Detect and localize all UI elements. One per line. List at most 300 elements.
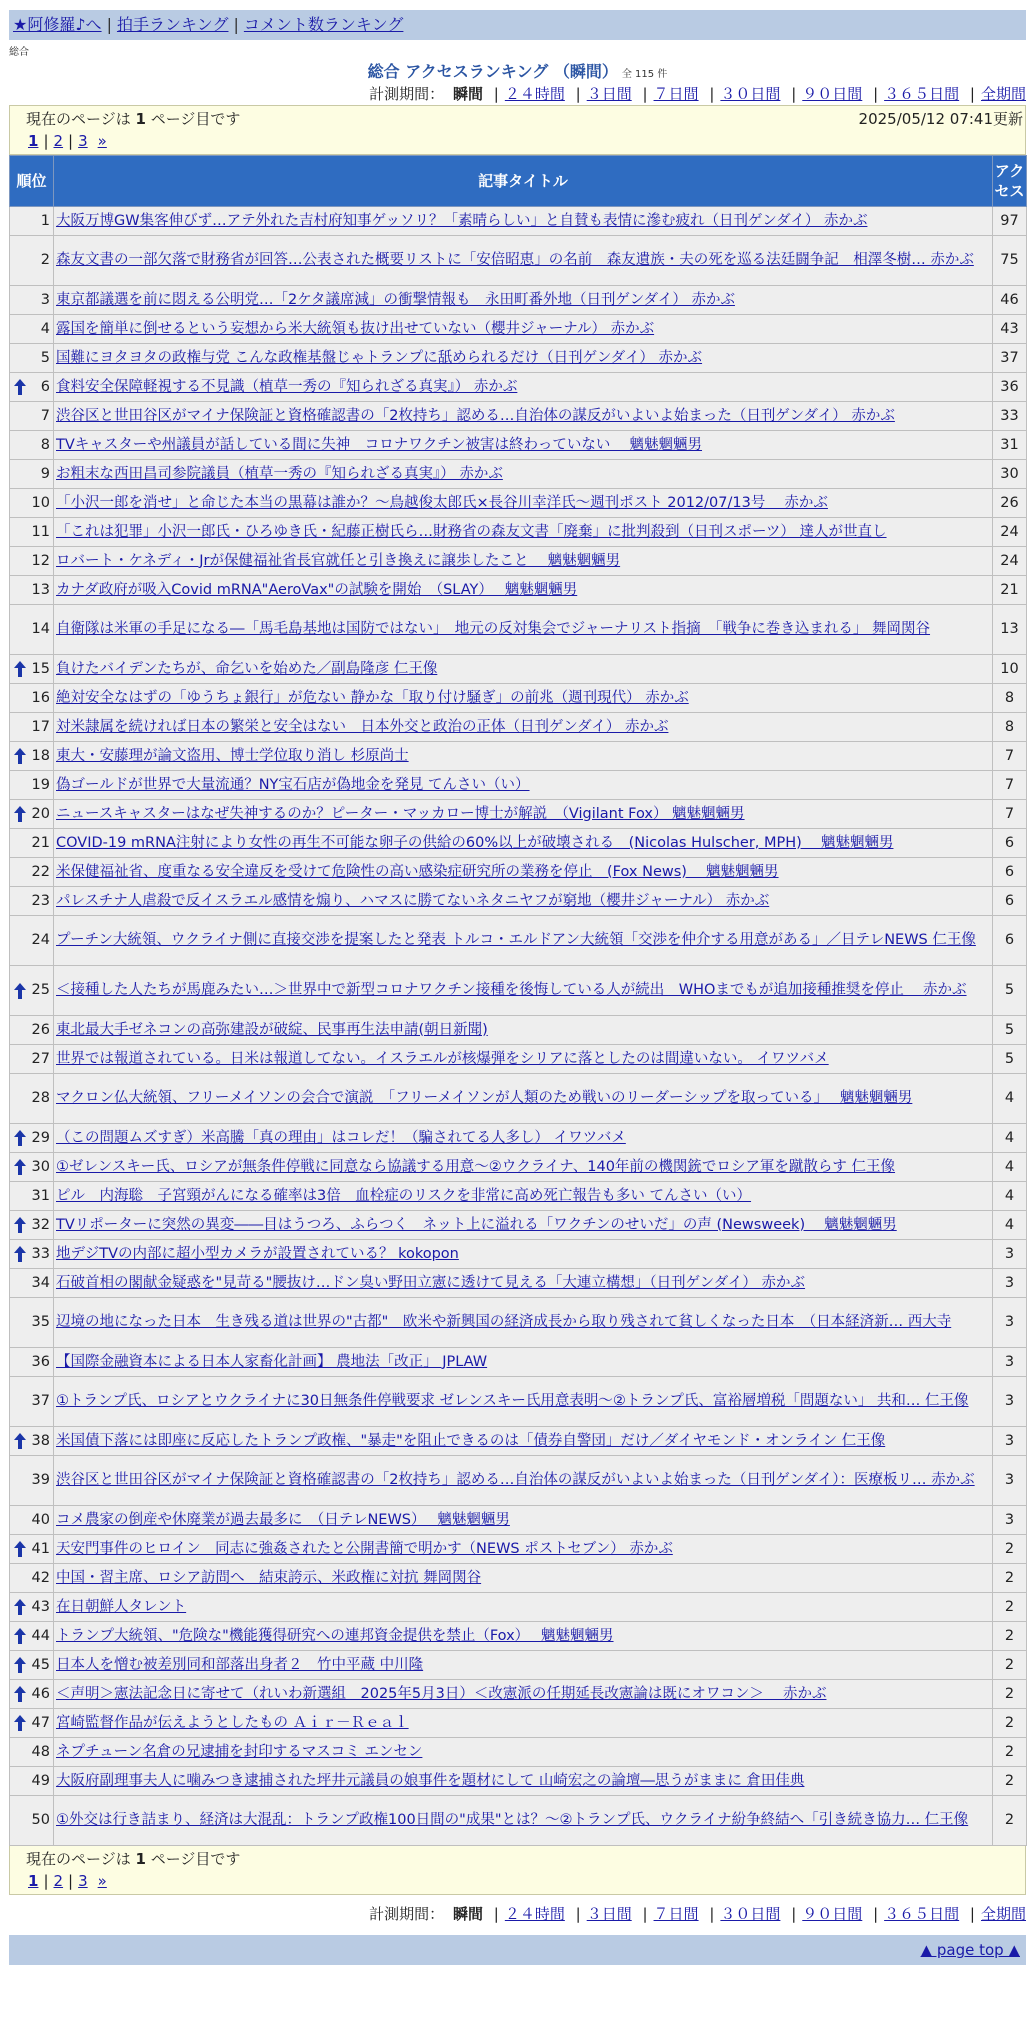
- article-link[interactable]: 渋谷区と世田谷区がマイナ保険証と資格確認書の「2枚持ち」認める…自治体の謀反がいよいよ始まった（日刊ゲンダイ）：医療板リ… 赤かぶ: [56, 1472, 975, 1488]
- table-row: [10, 1796, 1027, 1846]
- page-top-link[interactable]: ▲ page top ▲: [920, 1941, 1020, 1959]
- rank-number: 13: [31, 581, 50, 598]
- access-count: 75: [993, 236, 1027, 286]
- rank-cell: [10, 800, 54, 829]
- nav-link-asyura[interactable]: ★阿修羅♪へ: [13, 15, 102, 34]
- article-link[interactable]: お粗末な西田昌司参院議員（植草一秀の『知られざる真実』） 赤かぶ: [56, 465, 503, 482]
- period-link-all[interactable]: 全期間: [980, 1905, 1026, 1923]
- access-count: 10: [993, 655, 1027, 684]
- rank-number: 7: [40, 407, 50, 424]
- title-cell: [54, 1796, 993, 1846]
- access-count: 46: [993, 286, 1027, 315]
- title-cell: [54, 460, 993, 489]
- title-cell: [54, 713, 993, 742]
- table-row: [10, 402, 1027, 431]
- rank-cell: [10, 1074, 54, 1124]
- rank-number: 17: [31, 718, 50, 735]
- access-count: 4: [993, 1211, 1027, 1240]
- table-row: [10, 1124, 1027, 1153]
- title-cell: [54, 1709, 993, 1738]
- article-link[interactable]: 国難にヨタヨタの政権与党 こんな政権基盤じゃトランプに舐められるだけ（日刊ゲンダイ） 赤かぶ: [56, 349, 703, 366]
- table-row: [10, 1153, 1027, 1182]
- title-cell: [54, 800, 993, 829]
- rank-cell: [10, 966, 54, 1016]
- article-link[interactable]: 大阪万博GW集客伸びず…アテ外れた吉村府知事ゲッソリ？「素晴らしい」と自賛も表情に滲む疲れ（日刊ゲンダイ） 赤かぶ: [56, 212, 868, 229]
- access-count: 3: [993, 1269, 1027, 1298]
- access-count: 6: [993, 887, 1027, 916]
- arrow-up-icon: [13, 1216, 27, 1234]
- rank-number: 37: [31, 1393, 50, 1409]
- title-cell: [54, 1074, 993, 1124]
- article-link[interactable]: カナダ政府が吸入Covid mRNA"AeroVax"の試験を開始 （SLAY） 魑魅魍魎男: [56, 581, 578, 598]
- article-link[interactable]: ニュースキャスターはなぜ失神するのか？ピーター・マッカロー博士が解説 （Vigilant Fox） 魑魅魍魎男: [56, 805, 745, 822]
- table-row: [10, 1767, 1027, 1796]
- access-count: 3: [993, 1456, 1027, 1506]
- rank-number: 24: [31, 932, 50, 948]
- title-cell: [54, 684, 993, 713]
- title-cell: [54, 315, 993, 344]
- access-count: 2: [993, 1796, 1027, 1846]
- rank-number: 36: [31, 1353, 50, 1370]
- article-link[interactable]: ＜接種した人たちが馬鹿みたい…＞世界中で新型コロナワクチン接種を後悔している人が続出 WHOまでもが追加接種推奨を停止 赤かぶ: [56, 982, 967, 998]
- arrow-up-icon: [13, 1685, 27, 1703]
- access-count: 37: [993, 344, 1027, 373]
- nav-link-comment-ranking[interactable]: コメント数ランキング: [243, 15, 404, 34]
- rank-cell: [10, 1767, 54, 1796]
- article-link[interactable]: 東北最大手ゼネコンの高弥建設が破綻、民事再生法申請(朝日新聞): [56, 1021, 488, 1038]
- title-cell: [54, 1211, 993, 1240]
- article-link[interactable]: トランプ大統領、"危険な"機能獲得研究への連邦資金提供を禁止（Fox） 魑魅魍魎男: [56, 1627, 614, 1644]
- title-cell: [54, 489, 993, 518]
- article-link[interactable]: （この問題ムズすぎ）米高騰「真の理由」はコレだ！（騙されてる人多し） イワツバメ: [56, 1129, 626, 1146]
- article-link[interactable]: 「小沢一郎を消せ」と命じた本当の黒幕は誰か？～鳥越俊太郎氏×長谷川幸洋氏～週刊ポスト 2012/07/13号 赤かぶ: [56, 494, 828, 511]
- access-count: 2: [993, 1767, 1027, 1796]
- rank-number: 41: [31, 1540, 50, 1557]
- rank-number: 15: [31, 660, 50, 677]
- article-link[interactable]: プーチン大統領、ウクライナ側に直接交渉を提案したと発表 トルコ・エルドアン大統領「交渉を仲介する用意がある」／日テレNEWS 仁王像: [56, 932, 976, 948]
- table-row: [10, 286, 1027, 315]
- access-count: 13: [993, 605, 1027, 655]
- rank-number: 50: [31, 1812, 50, 1828]
- title-cell: [54, 1427, 993, 1456]
- period-link-24h[interactable]: ２４時間: [504, 85, 565, 103]
- article-link[interactable]: 東京都議選を前に悶える公明党…「2ケタ議席減」の衝撃情報も 永田町番外地（日刊ゲンダイ） 赤かぶ: [56, 291, 735, 308]
- page-link-2[interactable]: 2: [53, 132, 64, 150]
- rank-cell: [10, 1506, 54, 1535]
- table-row: [10, 605, 1027, 655]
- arrow-up-icon: [13, 1432, 27, 1450]
- arrow-up-icon: [13, 1245, 27, 1263]
- rank-cell: [10, 771, 54, 800]
- title-cell: [54, 1045, 993, 1074]
- article-link[interactable]: ピル 内海聡 子宮頸がんになる確率は3倍 血栓症のリスクを非常に高め死亡報告も多い てんさい（い）: [56, 1187, 752, 1204]
- genre-label: 総合: [9, 47, 29, 58]
- rank-number: 23: [31, 892, 50, 909]
- table-row: [10, 547, 1027, 576]
- title-cell: [54, 402, 993, 431]
- access-count: 2: [993, 1738, 1027, 1767]
- rank-number: 1: [40, 212, 50, 229]
- article-link[interactable]: 辺境の地になった日本 生き残る道は世界の"古都" 欧米や新興国の経済成長から取り残されて貧しくなった日本 （日本経済新… 西大寺: [56, 1314, 952, 1330]
- rank-number: 35: [31, 1314, 50, 1330]
- rank-number: 32: [31, 1216, 50, 1233]
- rank-cell: [10, 1298, 54, 1348]
- access-count: 3: [993, 1427, 1027, 1456]
- table-row: [10, 431, 1027, 460]
- rank-cell: [10, 1709, 54, 1738]
- title-cell: [54, 1377, 993, 1427]
- title-cell: [54, 1269, 993, 1298]
- title-cell: [54, 1593, 993, 1622]
- page-number: 1: [135, 1850, 146, 1868]
- page-next-link[interactable]: »: [97, 132, 107, 150]
- table-row: [10, 1651, 1027, 1680]
- rank-cell: [10, 1651, 54, 1680]
- rank-number: 16: [31, 689, 50, 706]
- article-link[interactable]: 石破首相の閣献金疑惑を"見苛る"腰抜け…ドン臭い野田立憲に透けて見える「大連立構想」（日刊ゲンダイ） 赤かぶ: [56, 1274, 806, 1291]
- article-link[interactable]: 渋谷区と世田谷区がマイナ保険証と資格確認書の「2枚持ち」認める…自治体の謀反がいよいよ始まった（日刊ゲンダイ） 赤かぶ: [56, 407, 895, 424]
- article-link[interactable]: ①トランプ氏、ロシアとウクライナに30日無条件停戦要求 ゼレンスキー氏用意表明～②トランプ氏、富裕層増税「問題ない」 共和… 仁王像: [56, 1393, 969, 1409]
- access-count: 7: [993, 742, 1027, 771]
- rank-cell: [10, 489, 54, 518]
- page-text-post: ページ目です: [150, 1850, 241, 1868]
- period-current: 瞬間: [452, 1905, 483, 1923]
- rank-cell: [10, 236, 54, 286]
- access-count: 2: [993, 1709, 1027, 1738]
- page-text-pre: 現在のページは: [26, 1850, 131, 1868]
- title-cell: [54, 1456, 993, 1506]
- period-link-90d[interactable]: ９０日間: [802, 85, 863, 103]
- updated-time: 2025/05/12 07:41更新: [858, 110, 1023, 128]
- rank-cell: [10, 1377, 54, 1427]
- page-link-2[interactable]: 2: [53, 1872, 64, 1890]
- nav-separator: |: [106, 15, 112, 34]
- article-link[interactable]: TVリポーターに突然の異変――目はうつろ、ふらつく ネット上に溢れる「ワクチンのせいだ」の声 (Newsweek) 魑魅魍魎男: [56, 1216, 897, 1233]
- title-cell: [54, 1622, 993, 1651]
- page-link-1[interactable]: 1: [28, 1872, 39, 1890]
- access-count: 97: [993, 207, 1027, 236]
- table-row: [10, 1427, 1027, 1456]
- rank-cell: [10, 1016, 54, 1045]
- period-selector: 計測期間： 瞬間 | ２４時間 | ３日間 | ７日間 | ３０日間 | ９０日間 | ３６５日間 | 全期間: [369, 85, 1026, 103]
- table-row: [10, 858, 1027, 887]
- total-count: 全 115 件: [621, 69, 668, 80]
- article-link[interactable]: ①ゼレンスキー氏、ロシアが無条件停戦に同意なら協議する用意～②ウクライナ、140年前の機関銃でロシア軍を蹴散らす 仁王像: [56, 1158, 896, 1175]
- rank-cell: [10, 1211, 54, 1240]
- col-title-header: 記事タイトル: [54, 156, 993, 207]
- period-link-30d[interactable]: ３０日間: [720, 1905, 781, 1923]
- rank-cell: [10, 1796, 54, 1846]
- article-link[interactable]: 天安門事件のヒロイン 同志に強姦されたと公開書簡で明かす（NEWS ポストセブン） 赤かぶ: [56, 1540, 673, 1557]
- access-count: 5: [993, 1016, 1027, 1045]
- article-link[interactable]: 偽ゴールドが世界で大量流通？NY宝石店が偽地金を発見 てんさい（い）: [56, 776, 530, 793]
- rank-number: 2: [40, 252, 50, 268]
- table-row: [10, 344, 1027, 373]
- table-row: [10, 1564, 1027, 1593]
- article-link[interactable]: TVキャスターや州議員が話している間に失神 コロナワクチン被害は終わっていない 魑魅魍魎男: [56, 436, 703, 453]
- rank-number: 29: [31, 1129, 50, 1146]
- table-row: [10, 1045, 1027, 1074]
- article-link[interactable]: 米保健福祉省、度重なる安全違反を受けて危険性の高い感染症研究所の業務を停止 (Fox News) 魑魅魍魎男: [56, 863, 779, 880]
- rank-number: 20: [31, 805, 50, 822]
- access-count: 4: [993, 1153, 1027, 1182]
- access-count: 4: [993, 1074, 1027, 1124]
- access-count: 36: [993, 373, 1027, 402]
- rank-cell: [10, 1182, 54, 1211]
- access-count: 2: [993, 1593, 1027, 1622]
- table-row: [10, 1506, 1027, 1535]
- title-cell: [54, 1348, 993, 1377]
- article-link[interactable]: 露国を簡単に倒せるという妄想から米大統領も抜け出せていない（櫻井ジャーナル） 赤かぶ: [56, 320, 655, 337]
- rank-number: 22: [31, 863, 50, 880]
- rank-number: 45: [31, 1656, 50, 1673]
- col-rank-header: 順位: [10, 156, 54, 207]
- table-row: [10, 916, 1027, 966]
- page-link-3[interactable]: 3: [78, 132, 88, 150]
- title-cell: [54, 966, 993, 1016]
- access-count: 8: [993, 684, 1027, 713]
- article-link[interactable]: COVID-19 mRNA注射により女性の再生不可能な卵子の供給の60%以上が破壊される (Nicolas Hulscher, MPH) 魑魅魍魎男: [56, 834, 894, 851]
- access-count: 2: [993, 1535, 1027, 1564]
- access-count: 2: [993, 1564, 1027, 1593]
- access-count: 30: [993, 460, 1027, 489]
- access-count: 6: [993, 829, 1027, 858]
- article-link[interactable]: 【国際金融資本による日本人家畜化計画】 農地法「改正」 JPLAW: [56, 1353, 488, 1370]
- rank-cell: [10, 887, 54, 916]
- title-cell: [54, 1738, 993, 1767]
- article-link[interactable]: ロバート・ケネディ・Jrが保健福祉省長官就任と引き換えに譲歩したこと 魑魅魍魎男: [56, 552, 621, 569]
- article-link[interactable]: コメ農家の倒産や休廃業が過去最多に （日テレNEWS） 魑魅魍魎男: [56, 1511, 510, 1528]
- rank-number: 47: [31, 1714, 50, 1731]
- article-link[interactable]: マクロン仏大統領、フリーメイソンの会合で演説 「フリーメイソンが人類のため戦いのリーダーシップを取っている」 魑魅魍魎男: [56, 1090, 913, 1106]
- period-link-30d[interactable]: ３０日間: [720, 85, 781, 103]
- table-row: [10, 1269, 1027, 1298]
- rank-cell: [10, 858, 54, 887]
- rank-number: 31: [31, 1187, 50, 1204]
- top-nav: [9, 10, 1026, 40]
- article-link[interactable]: 「これは犯罪」小沢一郎氏・ひろゆき氏・紀藤正樹氏ら…財務省の森友文書「廃棄」に批判殺到（日刊スポーツ） 達人が世直し: [56, 523, 887, 540]
- table-row: [10, 1074, 1027, 1124]
- table-row: [10, 1680, 1027, 1709]
- article-link[interactable]: 中国・習主席、ロシア訪問へ 結束誇示、米政権に対抗 舞岡関谷: [56, 1569, 482, 1586]
- rank-cell: [10, 1269, 54, 1298]
- pager-bottom: 現在のページは 1 ページ目です 1 | 2 | 3 »: [9, 1846, 1026, 1895]
- access-count: 8: [993, 713, 1027, 742]
- title-cell: [54, 1767, 993, 1796]
- title-cell: [54, 1153, 993, 1182]
- rank-number: 19: [31, 776, 50, 793]
- arrow-up-icon: [13, 805, 27, 823]
- arrow-up-icon: [13, 378, 27, 396]
- title-cell: [54, 916, 993, 966]
- rank-cell: [10, 518, 54, 547]
- rank-number: 10: [31, 494, 50, 511]
- article-link[interactable]: 世界では報道されている。日米は報道してない。イスラエルが核爆弾をシリアに落としたのは間違いない。 イワツバメ: [56, 1050, 829, 1067]
- access-count: 4: [993, 1182, 1027, 1211]
- rank-number: 27: [31, 1050, 50, 1067]
- rank-cell: [10, 1240, 54, 1269]
- page-text-pre: 現在のページは: [26, 110, 131, 128]
- period-link-365d[interactable]: ３６５日間: [884, 85, 960, 103]
- period-link-3d[interactable]: ３日間: [586, 1905, 632, 1923]
- rank-cell: [10, 344, 54, 373]
- rank-cell: [10, 1622, 54, 1651]
- title-cell: [54, 858, 993, 887]
- page-link-3[interactable]: 3: [78, 1872, 88, 1890]
- table-row: [10, 1593, 1027, 1622]
- table-row: [10, 655, 1027, 684]
- access-count: 24: [993, 547, 1027, 576]
- access-count: 2: [993, 1622, 1027, 1651]
- arrow-up-icon: [13, 1129, 27, 1147]
- rank-number: 46: [31, 1685, 50, 1702]
- page-text-post: ページ目です: [150, 110, 241, 128]
- rank-cell: [10, 1348, 54, 1377]
- rank-number: 11: [31, 523, 50, 540]
- table-row: [10, 684, 1027, 713]
- period-link-7d[interactable]: ７日間: [653, 85, 699, 103]
- rank-cell: [10, 1124, 54, 1153]
- rank-cell: [10, 655, 54, 684]
- rank-cell: [10, 1427, 54, 1456]
- title-cell: [54, 1506, 993, 1535]
- rank-number: 33: [31, 1245, 50, 1262]
- page-link-1[interactable]: 1: [28, 132, 39, 150]
- article-link[interactable]: ＜声明＞憲法記念日に寄せて（れいわ新選組 2025年5月3日）＜改憲派の任期延長改憲論は既にオワコン＞ 赤かぶ: [56, 1685, 827, 1702]
- title-cell: [54, 742, 993, 771]
- access-count: 2: [993, 1651, 1027, 1680]
- table-row: [10, 1016, 1027, 1045]
- rank-number: 43: [31, 1598, 50, 1615]
- title-cell: [54, 655, 993, 684]
- rank-cell: [10, 742, 54, 771]
- period-link-all[interactable]: 全期間: [980, 85, 1026, 103]
- article-link[interactable]: 自衛隊は米軍の手足になる―「馬毛島基地は国防ではない」 地元の反対集会でジャーナリスト指摘 「戦争に巻き込まれる」 舞岡関谷: [56, 621, 931, 637]
- title-cell: [54, 771, 993, 800]
- title-cell: [54, 547, 993, 576]
- article-link[interactable]: 日本人を憎む被差別同和部落出身者２＿竹中平蔵 中川隆: [56, 1656, 424, 1673]
- title-cell: [54, 1298, 993, 1348]
- bottom-bar: [9, 1935, 1026, 1965]
- article-link[interactable]: 地デジTVの内部に超小型カメラが設置されている？ kokopon: [56, 1245, 459, 1262]
- rank-number: 6: [40, 378, 50, 395]
- rank-cell: [10, 1680, 54, 1709]
- period-link-90d[interactable]: ９０日間: [802, 1905, 863, 1923]
- rank-number: 5: [40, 349, 50, 366]
- rank-number: 26: [31, 1021, 50, 1038]
- rank-cell: [10, 1153, 54, 1182]
- article-link[interactable]: 東大・安藤理が論文盗用、博士学位取り消し 杉原尚士: [56, 747, 409, 764]
- access-count: 7: [993, 771, 1027, 800]
- title-cell: [54, 344, 993, 373]
- article-link[interactable]: ネプチューン名倉の兄逮捕を封印するマスコミ エンセン: [56, 1743, 423, 1760]
- page-next-link[interactable]: »: [97, 1872, 107, 1890]
- article-link[interactable]: 大阪府副理事夫人に噛みつき逮捕された坪井元議員の娘事件を題材にして 山崎宏之の論壇―思うがままに 倉田佳典: [56, 1772, 805, 1789]
- rank-number: 39: [31, 1472, 50, 1488]
- rank-number: 8: [40, 436, 50, 453]
- period-link-7d[interactable]: ７日間: [653, 1905, 699, 1923]
- access-count: 2: [993, 1680, 1027, 1709]
- period-current: 瞬間: [452, 85, 483, 103]
- title-cell: [54, 887, 993, 916]
- article-link[interactable]: 森友文書の一部欠落で財務省が回答…公表された概要リストに「安倍昭恵」の名前 森友遺族・夫の死を巡る法廷闘争記 相澤冬樹… 赤かぶ: [56, 252, 974, 268]
- title-cell: [54, 1182, 993, 1211]
- article-link[interactable]: 宮崎監督作品が伝えようとしたもの Ａｉｒ－Ｒｅａｌ: [56, 1714, 409, 1731]
- period-link-24h[interactable]: ２４時間: [504, 1905, 565, 1923]
- rank-cell: [10, 713, 54, 742]
- title-cell: [54, 207, 993, 236]
- rank-cell: [10, 315, 54, 344]
- rank-number: 42: [31, 1569, 50, 1586]
- nav-link-applause-ranking[interactable]: 拍手ランキング: [116, 15, 229, 34]
- rank-cell: [10, 286, 54, 315]
- title-cell: [54, 431, 993, 460]
- article-link[interactable]: 負けたバイデンたちが、命乞いを始めた／副島隆彦 仁王像: [56, 660, 438, 677]
- table-row: [10, 742, 1027, 771]
- page-number: 1: [135, 110, 146, 128]
- access-count: 7: [993, 800, 1027, 829]
- title-cell: [54, 829, 993, 858]
- table-row: [10, 1348, 1027, 1377]
- arrow-up-icon: [13, 1598, 27, 1616]
- period-link-3d[interactable]: ３日間: [586, 85, 632, 103]
- rank-number: 48: [31, 1743, 50, 1760]
- article-link[interactable]: 食料安全保障軽視する不見識（植草一秀の『知られざる真実』） 赤かぶ: [56, 378, 518, 395]
- rank-cell: [10, 547, 54, 576]
- article-link[interactable]: 米国債下落には即座に反応したトランプ政権、"暴走"を阻止できるのは「債券自警団」だけ／ダイヤモンド・オンライン 仁王像: [56, 1432, 886, 1449]
- arrow-up-icon: [13, 1627, 27, 1645]
- article-link[interactable]: ①外交は行き詰まり、経済は大混乱：トランプ政権100日間の"成果"とは？～②トランプ氏、ウクライナ紛争終結へ「引き続き協力… 仁王像: [56, 1812, 969, 1828]
- article-link[interactable]: 在日朝鮮人タレント: [56, 1598, 187, 1615]
- title-cell: [54, 1680, 993, 1709]
- rank-cell: [10, 605, 54, 655]
- access-count: 31: [993, 431, 1027, 460]
- rank-cell: [10, 1535, 54, 1564]
- access-count: 3: [993, 1348, 1027, 1377]
- rank-cell: [10, 402, 54, 431]
- rank-cell: [10, 373, 54, 402]
- article-link[interactable]: 対米隷属を続ければ日本の繁栄と安全はない 日本外交と政治の正体（日刊ゲンダイ） 赤かぶ: [56, 718, 669, 735]
- arrow-up-icon: [13, 747, 27, 765]
- table-row: [10, 1298, 1027, 1348]
- ranking-rows: [10, 207, 1027, 1846]
- rank-number: 30: [31, 1158, 50, 1175]
- access-count: 6: [993, 858, 1027, 887]
- col-access-header: アクセス: [993, 156, 1027, 207]
- article-link[interactable]: パレスチナ人虐殺で反イスラエル感情を煽り、ハマスに勝てないネタニヤフが窮地（櫻井ジャーナル） 赤かぶ: [56, 892, 770, 909]
- rank-cell: [10, 829, 54, 858]
- title-cell: [54, 373, 993, 402]
- rank-cell: [10, 684, 54, 713]
- access-count: 24: [993, 518, 1027, 547]
- arrow-up-icon: [13, 660, 27, 678]
- table-row: [10, 800, 1027, 829]
- period-link-365d[interactable]: ３６５日間: [884, 1905, 960, 1923]
- access-count: 3: [993, 1298, 1027, 1348]
- table-row: [10, 518, 1027, 547]
- access-count: 26: [993, 489, 1027, 518]
- rank-number: 38: [31, 1432, 50, 1449]
- rank-number: 18: [31, 747, 50, 764]
- article-link[interactable]: 絶対安全なはずの「ゆうちょ銀行」が危ない 静かな「取り付け騒ぎ」の前兆（週刊現代） 赤かぶ: [56, 689, 689, 706]
- title-cell: [54, 1124, 993, 1153]
- table-row: [10, 460, 1027, 489]
- rank-number: 12: [31, 552, 50, 569]
- rank-cell: [10, 207, 54, 236]
- rank-number: 21: [31, 834, 50, 851]
- arrow-up-icon: [13, 1158, 27, 1176]
- rank-cell: [10, 916, 54, 966]
